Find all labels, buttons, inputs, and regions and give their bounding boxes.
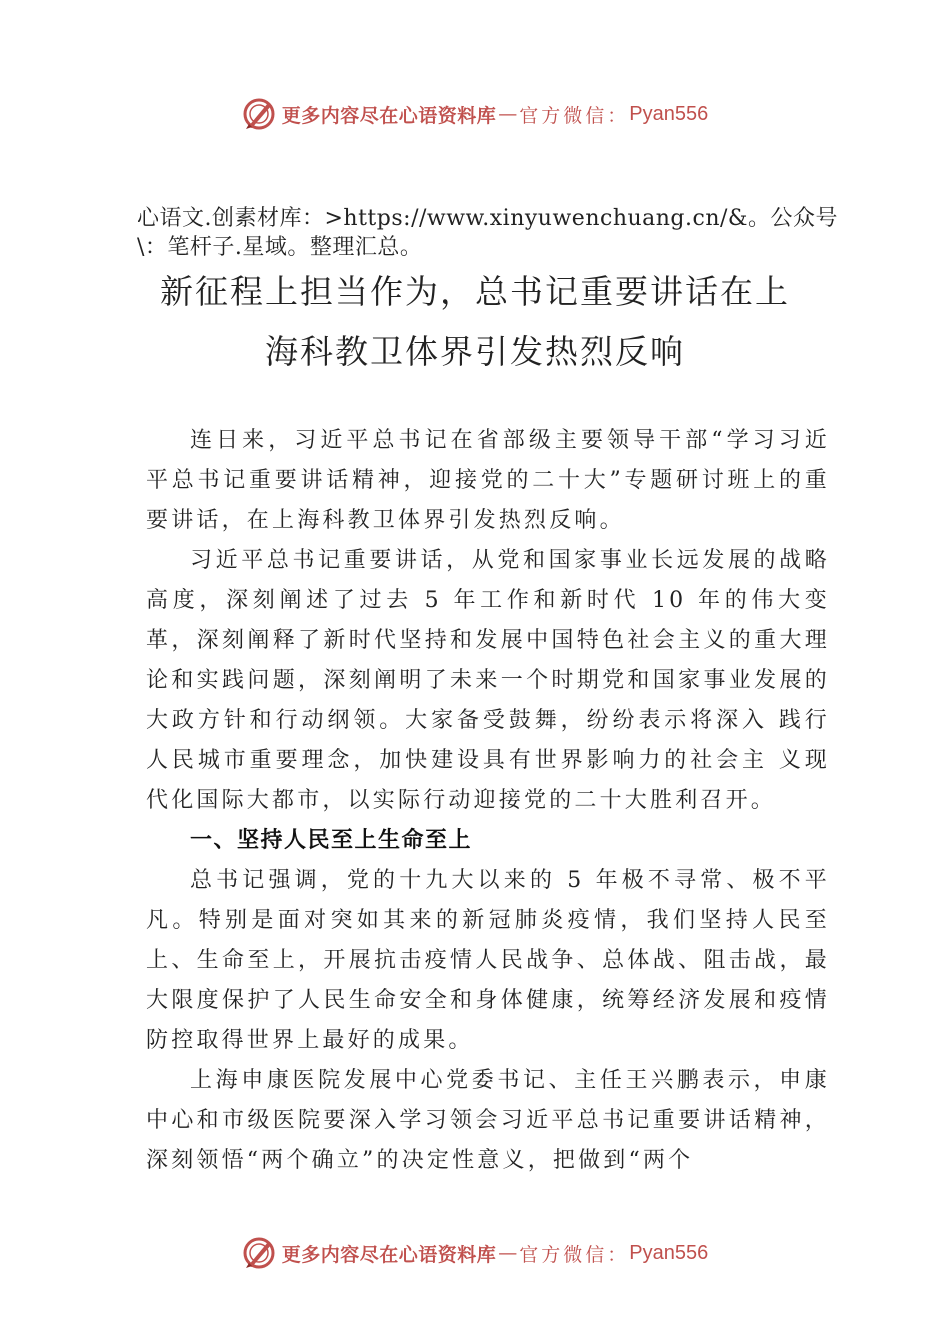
watermark-wechat-id: Pyan556 — [629, 1241, 709, 1264]
watermark-separator: — — [498, 1242, 518, 1264]
watermark-main-text: 更多内容尽在心语资料库 — [281, 1243, 497, 1266]
page-title — [100, 262, 850, 382]
watermark-wechat-id: Pyan556 — [629, 102, 709, 125]
title-line-1: 新征程上担当作为，总书记重要讲话在上 — [160, 272, 790, 311]
watermark-main-text: 更多内容尽在心语资料库 — [281, 104, 497, 127]
watermark-footer — [0, 1233, 950, 1273]
pen-circle-icon — [242, 1236, 276, 1270]
section1-paragraph-2: 上海申康医院发展中心党委书记、主任王兴鹏表示，申康中心和市级医院要深入学习领会习近平总书记重要讲话精神，深刻领悟“两个确立”的决定性意义，把做到“两个 — [146, 1068, 830, 1173]
paragraph-intro: 连日来，习近平总书记在省部级主要领导干部“学习习近平总书记重要讲话精神，迎接党的二十大”专题研讨班上的重要讲话，在上海科教卫体界引发热烈反响。 — [146, 428, 830, 533]
watermark-wechat-label: 官方微信： — [519, 104, 630, 127]
section1-paragraph-1: 总书记强调，党的十九大以来的 5 年极不寻常、极不平凡。特别是面对突如其来的新冠肺炎疫情，我们坚持人民至上、生命至上，开展抗击疫情人民战争、总体战、阻击战，最大限度保护了人民生命安全和身体健康，统筹经济发展和疫情防控取得世界上最好的成果。 — [146, 868, 830, 1053]
pen-circle-icon — [242, 97, 276, 131]
watermark-separator: — — [498, 103, 518, 125]
paragraph-summary: 习近平总书记重要讲话，从党和国家事业长远发展的战略高度，深刻阐述了过去 5 年工作和新时代 10 年的伟大变革，深刻阐释了新时代坚持和发展中国特色社会主义的重大理论和实践问题，深刻阐明了未来一个时期党和国家事业发展的大政方针和行动纲领。大家备受鼓舞，纷纷表示将深入 践行人民城市重要理念，加快建设具有世界影响力的社会主 义现代化国际大都市，以实际行动迎接党的二十大胜利召开。 — [146, 548, 830, 813]
section-heading-1: 一、坚持人民至上生命至上 — [190, 828, 473, 853]
article-body — [146, 421, 830, 1181]
title-line-2: 海科教卫体界引发热烈反响 — [265, 332, 685, 371]
source-line: 心语文.创素材库：>https://www.xinyuwenchuang.cn/&。公众号\：笔杆子.星域。整理汇总。 — [137, 206, 838, 260]
watermark-wechat-label: 官方微信： — [519, 1243, 630, 1266]
watermark-header — [0, 94, 950, 134]
